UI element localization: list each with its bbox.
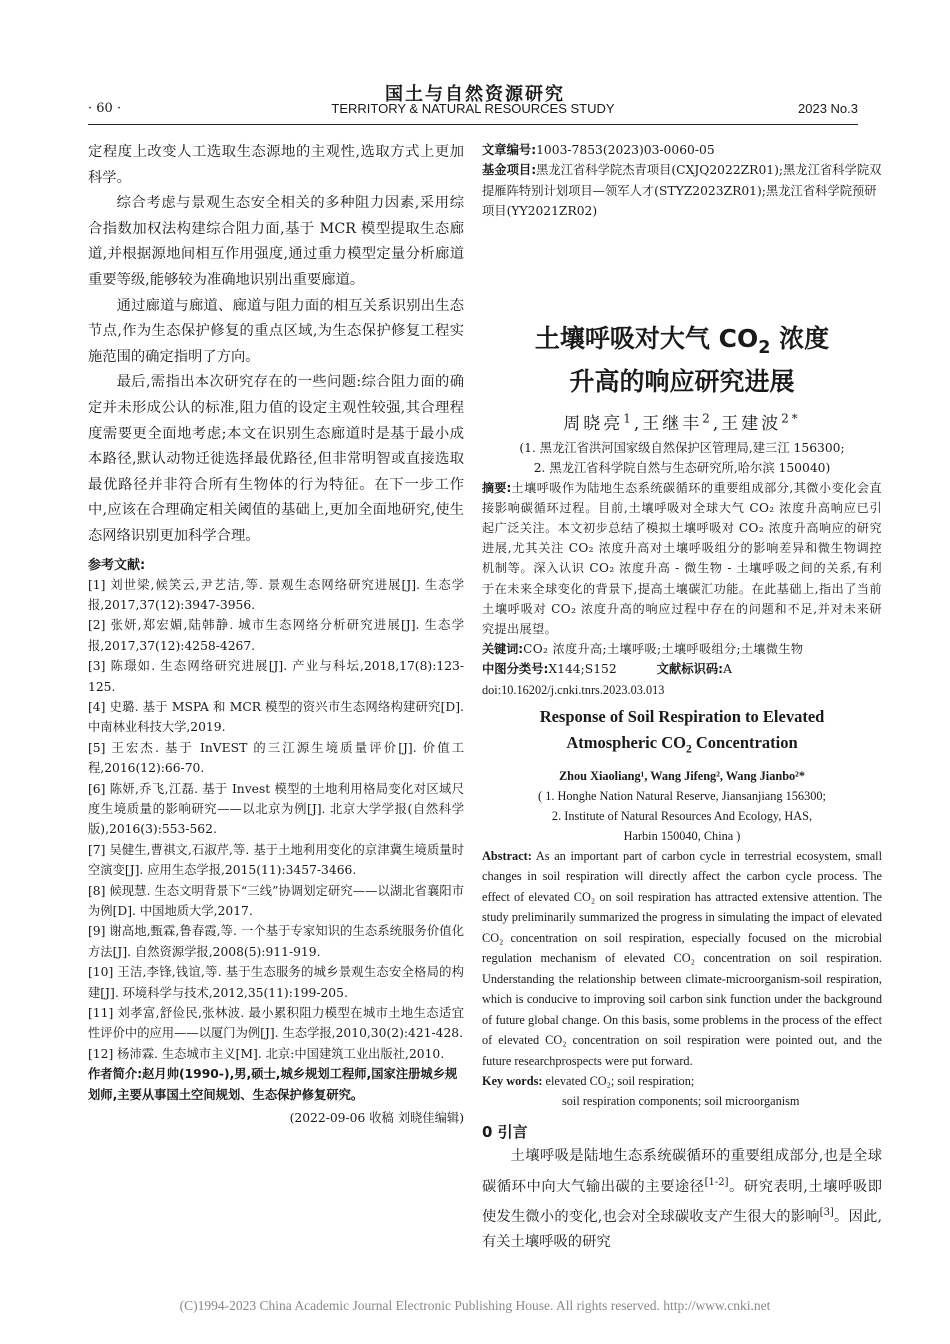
abstract-cn [482, 478, 882, 640]
affiliation-en: ( 1. Honghe Nation Natural Reserve, Jiansanjiang 156300; [538, 788, 826, 803]
citation: [1-2] [704, 1176, 729, 1188]
keywords-cn-text: CO₂ 浓度升高;土壤呼吸;土壤呼吸组分;土壤微生物 [523, 642, 804, 657]
title-line1-sub: 2 [758, 337, 771, 358]
article-title-cn [482, 322, 882, 399]
reference-item: [6] 陈妍,乔飞,江磊. 基于 Invest 模型的土地利用格局变化对区域尺度生境质量的影响研究——以北京为例[J]. 北京大学学报(自然科学版),2016(3):553-562. [88, 781, 464, 837]
authors-en: Zhou Xiaoliang¹, Wang Jifeng², Wang Jianbo²* [558, 768, 806, 783]
author-name: 周晓亮 [563, 413, 624, 434]
journal-title: 国土与自然资源研究 [385, 84, 565, 105]
issue-label: 2023 No.3 [798, 101, 858, 116]
body-paragraph: 定程度上改变人工选取生态源地的主观性,选取方式上更加科学。 [88, 144, 464, 186]
fund-label: 基金项目: [482, 163, 537, 178]
received-date: (2022-09-06 收稿 刘晓佳编辑) [289, 1111, 464, 1126]
author-sup: 2 [702, 410, 713, 425]
reference-item: [9] 谢高地,甄霖,鲁春霞,等. 一个基于专家知识的生态系统服务价值化方法[J]. 自然资源学报,2008(5):911-919. [88, 924, 464, 959]
citation: [3] [819, 1207, 834, 1219]
en-title-line2-post: Concentration [691, 733, 798, 753]
keywords-en-label: Key words: [482, 1074, 543, 1089]
fund-value: 黑龙江省科学院杰青项目(CXJQ2022ZR01);黑龙江省科学院双提雁阵特别计划项目—领军人才(STYZ2023ZR01);黑龙江省科学院预研项目(YY2021ZR02) [482, 163, 882, 219]
running-header [88, 101, 858, 121]
intro-text: 。因此,有关土壤呼吸的研究 [482, 1208, 882, 1251]
abstract-en-label: Abstract: [482, 848, 532, 863]
intro-paragraph [482, 1144, 882, 1256]
journal-english-name: TERRITORY & NATURAL RESOURCES STUDY [331, 101, 615, 116]
authors-cn [482, 409, 882, 434]
affiliation-cn: 2. 黑龙江省科学院自然与生态研究所,哈尔滨 150040) [533, 460, 831, 475]
classification [482, 659, 882, 679]
reference-item: [7] 吴健生,曹祺文,石淑芹,等. 基于土地利用变化的京津冀生境质量时空演变[J]. 应用生态学报,2015(11):3457-3466. [88, 842, 464, 878]
keywords-cn [482, 639, 882, 659]
reference-item: [2] 张妍,郑宏媚,陆韩静. 城市生态网络分析研究进展[J]. 生态学报,2017,37(12):4258-4267. [88, 618, 464, 653]
abstract-cn-text: 土壤呼吸作为陆地生态系统碳循环的重要组成部分,其微小变化会直接影响碳循环过程。目前,土壤呼吸对全球大气 CO₂ 浓度升高响应已引起广泛关注。本文初步总结了模拟土壤呼吸对 CO₂ 浓度升高响应的研究进展,尤其关注 CO₂ 浓度升高对土壤呼吸组分的影响差异和微生物调控机制等。深入认识 CO₂ 浓度升高 - 微生物 - 土壤呼吸之间的关系,有利于在未来全球变化的背景下,提高土壤碳汇功能。在此基础上,指出了当前土壤呼吸对 CO₂ 浓度升高的响应过程中存在的问题和不足,并对未来研究提出展望。 [482, 480, 882, 637]
reference-item: [12] 杨沛霖. 生态城市主义[M]. 北京:中国建筑工业出版社,2010. [88, 1046, 445, 1061]
reference-item: [5] 王宏杰. 基于 InVEST 的三江源生境质量评价[J]. 价值工程,2016(12):66-70. [88, 740, 464, 776]
en-title-line2-sub: 2 [685, 743, 692, 756]
section-heading: 0 引言 [482, 1123, 528, 1142]
intro-text: 。研究表明,土壤呼吸即使发生微小的变化,也会对全球碳收支产生很大的影响 [482, 1178, 883, 1225]
clc-value: X144;S152 [548, 662, 617, 677]
author-name: ,王建波 [712, 413, 782, 434]
keywords-en-text: elevated CO₂; soil respiration; [545, 1074, 695, 1089]
article-number [482, 140, 882, 160]
abstract-en [482, 846, 882, 1072]
keywords-en-cont: soil respiration components; soil microorganism [562, 1094, 800, 1109]
copyright-footer: (C)1994-2023 China Academic Journal Electronic Publishing House. All rights reserved. http://www.cnki.net [179, 1298, 771, 1313]
doc-code-value: A [723, 662, 732, 677]
doc-code-label: 文献标识码: [656, 662, 724, 677]
body-paragraph: 综合考虑与景观生态安全相关的多种阻力因素,采用综合指数加权法构建综合阻力面,基于 MCR 模型提取生态廊道,并根据源地间相互作用强度,通过重力模型定量分析廊道重要等级,能够较为准确地识别出重要廊道。 [88, 195, 464, 288]
author-note: 作者简介:赵月帅(1990-),男,硕士,城乡规划工程师,国家注册城乡规划师,主要从事国土空间规划、生态保护修复研究。 [88, 1067, 458, 1102]
clc-label: 中图分类号: [482, 662, 549, 677]
right-column [482, 140, 882, 1256]
article-title-en [482, 704, 882, 762]
author-sup: 1 [623, 410, 634, 425]
author-sup: 2* [781, 410, 801, 425]
left-column [88, 140, 464, 1129]
keywords-cn-label: 关键词: [482, 642, 524, 657]
title-line1-post: 浓度 [770, 323, 830, 353]
fund-info [482, 160, 882, 221]
header-rule [88, 124, 858, 125]
reference-item: [4] 史璐. 基于 MSPA 和 MCR 模型的资兴市生态网络构建研究[D]. 中南林业科技大学,2019. [88, 699, 464, 735]
page-number: · 60 · [88, 101, 122, 116]
reference-item: [3] 陈璟如. 生态网络研究进展[J]. 产业与科坛,2018,17(8):123-125. [88, 659, 464, 694]
reference-item: [8] 候现慧. 生态文明背景下“三线”协调划定研究——以湖北省襄阳市为例[D]. 中国地质大学,2017. [88, 883, 464, 918]
body-paragraph: 通过廊道与廊道、廊道与阻力面的相互关系识别出生态节点,作为生态保护修复的重点区域,为生态保护修复工程实施范围的确定指明了方向。 [88, 297, 464, 365]
reference-item: [10] 王洁,李锋,钱谊,等. 基于生态服务的城乡景观生态安全格局的构建[J]. 环境科学与技术,2012,35(11):199-205. [88, 965, 464, 1000]
abstract-cn-label: 摘要: [482, 480, 512, 495]
intro-text: 土壤呼吸是陆地生态系统碳循环的重要组成部分,也是全球碳循环中向大气输出碳的主要途径 [482, 1148, 882, 1195]
title-spacer [482, 222, 882, 322]
reference-item: [11] 刘孝富,舒俭民,张林波. 最小累积阻力模型在城市土地生态适宜性评价中的应用——以厦门为例[J]. 生态学报,2010,30(2):421-428. [88, 1006, 464, 1041]
title-line2: 升高的响应研究进展 [569, 366, 795, 396]
body-paragraph: 最后,需指出本次研究存在的一些问题:综合阻力面的确定并未形成公认的标准,阻力值的设定主观性较强,其合理程度需要更全面地考虑;本文在识别生态廊道时是基于最小成本路径,默认动物迁徙选择最优路径,但非常明智或直接选取最优路径并非符合所有生物体的行为特征。在下一步工作中,应该在合理确定相关阈值的基础上,更加全面地研究,使生态网络识别更加科学合理。 [88, 374, 464, 544]
title-line1-pre: 土壤呼吸对大气 CO [534, 323, 759, 353]
en-title-line2-pre: Atmospheric CO [566, 733, 686, 753]
affiliation-en: 2. Institute of Natural Resources And Ecology, HAS, [551, 808, 813, 823]
affiliation-en: Harbin 150040, China ) [623, 828, 741, 843]
reference-item: [1] 刘世梁,候笑云,尹艺洁,等. 景观生态网络研究进展[J]. 生态学报,2017,37(12):3947-3956. [88, 577, 464, 612]
references-heading: 参考文献: [88, 557, 146, 573]
keywords-en [482, 1071, 882, 1091]
article-number-value: 1003-7853(2023)03-0060-05 [536, 143, 715, 157]
doi: doi:10.16202/j.cnki.tnrs.2023.03.013 [482, 682, 665, 697]
en-title-line1: Response of Soil Respiration to Elevated [539, 707, 825, 727]
article-number-label: 文章编号: [482, 143, 537, 157]
affiliation-cn: (1. 黑龙江省洪河国家级自然保护区管理局,建三江 156300; [519, 440, 845, 455]
abstract-en-text: As an important part of carbon cycle in terrestrial ecosystem, small changes in soil respiration will directly affect the carbon cycle process. The effect of elevated CO₂ on soil respiration has attracted extensive attention. The study preliminarily summarized the progress in simulating the impact of elevated CO₂ concentration on soil respiration, especially focused on the microbial regulation mechanism of elevated CO₂ concentration on soil respiration. Understanding the relationship between climate-microorganism-soil respiration, which is conducive to improving soil carbon sink function under the background of future global change. On this basis, some problems in the process of the effect of elevated CO₂ concentration on soil respiration were pointed out, and the future researchprospects were put forward. [482, 848, 882, 1068]
author-name: ,王继丰 [633, 413, 703, 434]
